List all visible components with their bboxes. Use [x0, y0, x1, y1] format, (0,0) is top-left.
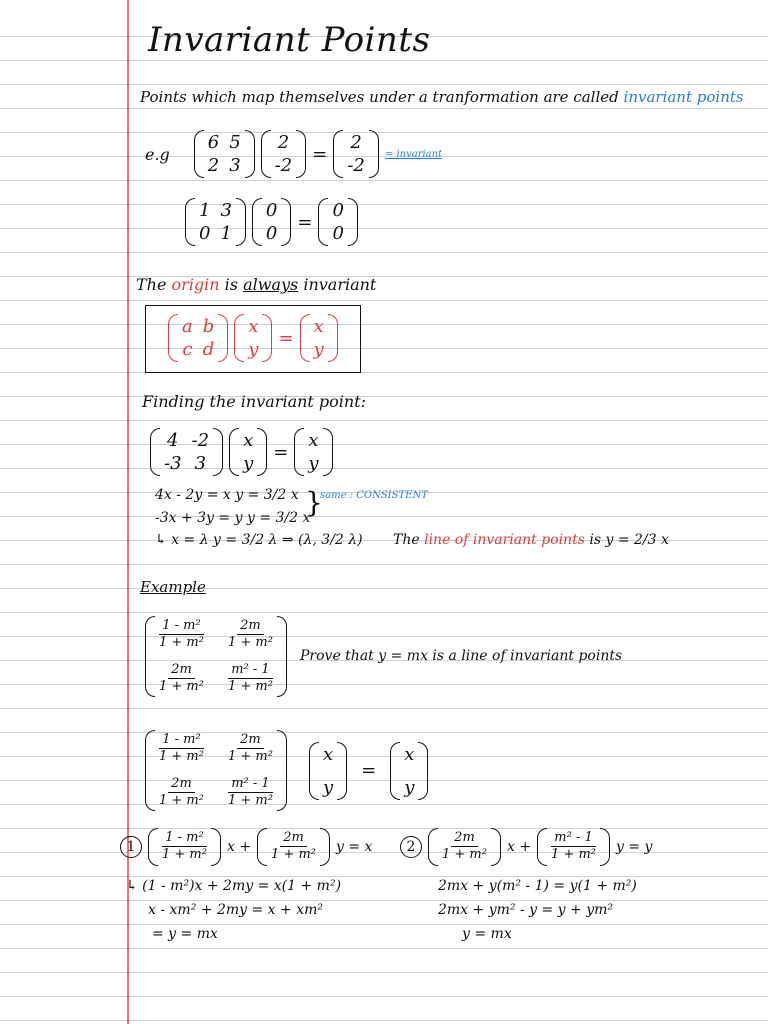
- example-1: [145, 130, 442, 178]
- result-vector: 0 0: [318, 198, 357, 246]
- margin-line: [127, 0, 129, 1024]
- working-right-3: y = mx: [462, 926, 512, 942]
- working-left-2: x - xm² + 2my = x + xm²: [148, 902, 323, 918]
- finding-eq2: -3x + 3y = y y = 3/2 x: [155, 510, 311, 526]
- origin-line: The origin is always invariant: [136, 275, 377, 294]
- result-vector: x y: [294, 428, 332, 476]
- boxed-equation: [145, 305, 361, 373]
- matrix-2x2: 6 5 2 3: [194, 130, 255, 178]
- origin-word: origin: [171, 275, 220, 294]
- result-vector: 2 -2: [333, 130, 379, 178]
- matrix-abcd: a b c d: [168, 314, 228, 362]
- intro-highlight: invariant points: [623, 88, 744, 106]
- brace: }: [305, 486, 323, 519]
- example-heading: Example: [140, 578, 206, 596]
- equals-sign: =: [312, 143, 328, 165]
- line-of-invariant-points: line of invariant points: [424, 532, 585, 548]
- matrix-2x2: 4 -2 -3 3: [150, 428, 223, 476]
- vector: 0 0: [252, 198, 291, 246]
- example-2: [185, 198, 358, 246]
- finding-eq3: ↳ x = λ y = 3/2 λ ⇒ (λ, 3/2 λ): [155, 532, 363, 548]
- invariant-note: = invariant: [384, 148, 443, 160]
- finding-eq1: 4x - 2y = x y = 3/2 x: [155, 487, 299, 503]
- result-vector: x y: [300, 314, 338, 362]
- page-title: Invariant Points: [148, 20, 431, 60]
- working-left-3: = y = mx: [152, 926, 218, 942]
- invariant-line-statement: The line of invariant points is y = 2/3 x: [393, 532, 669, 548]
- consistent-note: same : CONSISTENT: [320, 490, 428, 501]
- equals-sign: =: [297, 211, 313, 233]
- working-left-1: ↳ (1 - m²)x + 2my = x(1 + m²): [126, 878, 342, 894]
- always-word: always: [243, 275, 299, 294]
- vector: 2 -2: [261, 130, 307, 178]
- vector-xy: x y: [234, 314, 272, 362]
- vector-xy: x y: [309, 742, 347, 800]
- intro-line: [140, 88, 744, 106]
- matrix-2x2: 1 3 0 1: [185, 198, 246, 246]
- result: y = 2/3 x: [605, 532, 669, 548]
- vector-xy: x y: [229, 428, 267, 476]
- reflection-matrix: $\frac{\text{1 - m²}}{\text{1 + m²}}$ $\frac{2m}{\text{1 + m²}}$ $\frac{2m}{\text{1 + m²}}$ $\frac{\text{m² - 1}}{\text{1 + m²}}$: [145, 616, 287, 697]
- step-1-marker: 1: [120, 836, 142, 858]
- eg-label: e.g: [145, 144, 170, 164]
- equals-sign: =: [278, 327, 294, 349]
- intro-text: Points which map themselves under a tranformation are called: [140, 88, 624, 106]
- working-1: 1 $\frac{\text{1 - m²}}{\text{1 + m²}}$ x + $\frac{2m}{\text{1 + m²}}$ y = x: [120, 828, 372, 866]
- working-right-1: 2mx + y(m² - 1) = y(1 + m²): [438, 878, 637, 894]
- finding-equation: 4 -2 -3 3 x y = x y: [150, 428, 333, 476]
- prove-statement: Prove that y = mx is a line of invariant points: [300, 648, 623, 664]
- example-equation: $\frac{\text{1 - m²}}{\text{1 + m²}}$ $\frac{2m}{\text{1 + m²}}$ $\frac{2m}{\text{1 + m²}}$ $\frac{\text{m² - 1}}{\text{1 + m²}}$ x y = x y: [145, 730, 428, 811]
- working-2: 2 $\frac{2m}{\text{1 + m²}}$ x + $\frac{\text{m² - 1}}{\text{1 + m²}}$ y = y: [400, 828, 652, 866]
- working-right-2: 2mx + ym² - y = y + ym²: [438, 902, 614, 918]
- result-vector: x y: [390, 742, 428, 800]
- finding-heading: Finding the invariant point:: [142, 392, 367, 411]
- step-2-marker: 2: [400, 836, 422, 858]
